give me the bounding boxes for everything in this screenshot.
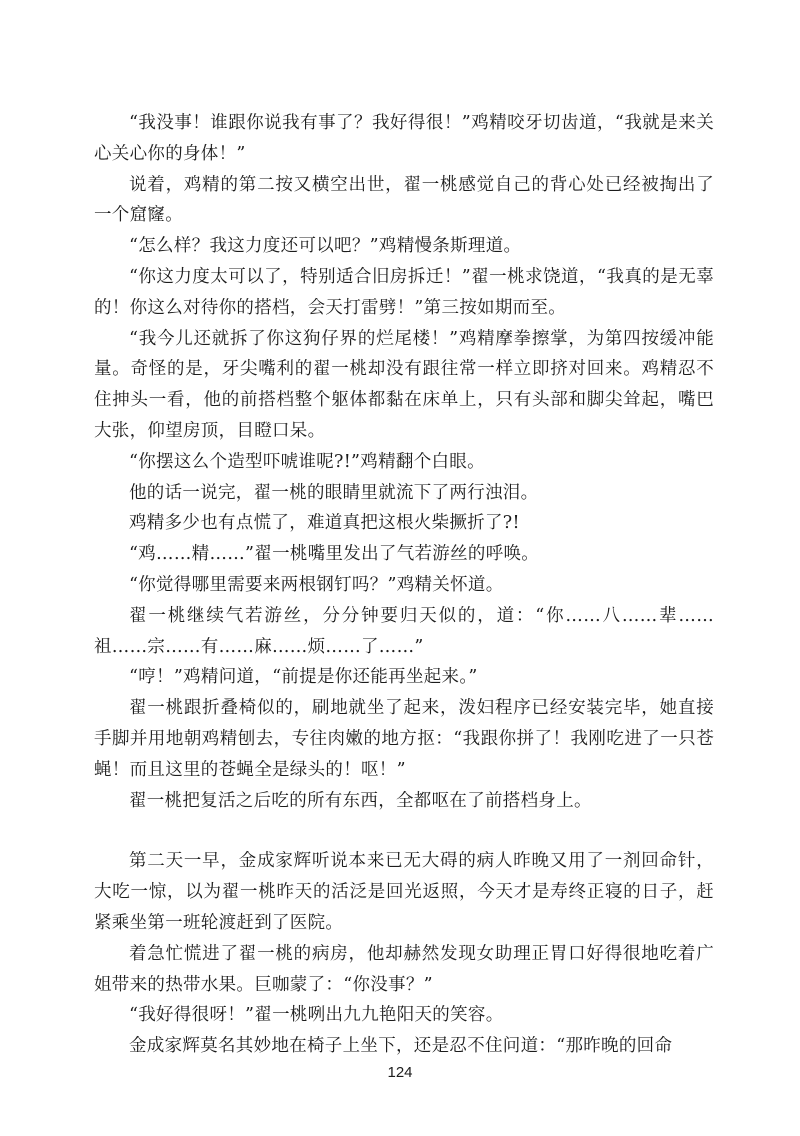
paragraph: 他的话一说完，翟一桃的眼睛里就流下了两行浊泪。 bbox=[129, 482, 539, 503]
paragraph: “鸡……精……”翟一桃嘴里发出了气若游丝的呼唤。 bbox=[129, 544, 540, 565]
paragraph: 翟一桃跟折叠椅似的，刷地就坐了起来，泼妇程序已经安装完毕，她直接手脚并用地朝鸡精刨去，专往肉嫩的地方抠：“我跟你拼了！我刚吃进了一只苍蝇！而且这里的苍蝇全是绿头的！呕！” bbox=[94, 698, 714, 780]
paragraph: 着急忙慌进了翟一桃的病房，他却赫然发现女助理正胃口好得很地吃着广姐带来的热带水果。巨咖蒙了：“你没事？” bbox=[94, 943, 714, 995]
paragraph: “我没事！谁跟你说我有事了？我好得很！”鸡精咬牙切齿道，“我就是来关心关心你的身体！” bbox=[94, 113, 714, 164]
paragraph: 翟一桃把复活之后吃的所有东西，全都呕在了前搭档身上。 bbox=[129, 790, 592, 811]
paragraph: “我好得很呀！”翟一桃咧出九九艳阳天的笑容。 bbox=[129, 1005, 504, 1026]
body-text bbox=[94, 108, 714, 1062]
page-number: 124 bbox=[387, 1064, 413, 1081]
paragraph: 第二天一早，金成家辉听说本来已无大碍的病人昨晚又用了一剂回命针，大吃一惊，以为翟一桃昨天的活泛是回光返照，今天才是寿终正寝的日子，赶紧乘坐第一班轮渡赶到了医院。 bbox=[94, 851, 714, 933]
paragraph: 鸡精多少也有点慌了，难道真把这根火柴撅折了?! bbox=[129, 513, 520, 534]
paragraph: “怎么样？我这力度还可以吧？”鸡精慢条斯理道。 bbox=[129, 236, 522, 257]
paragraph: “你觉得哪里需要来两根钢钉吗？”鸡精关怀道。 bbox=[129, 574, 504, 595]
paragraph: 翟一桃继续气若游丝，分分钟要归天似的，道：“你……八……辈……祖……宗……有……麻……烦……了……” bbox=[94, 605, 714, 657]
paragraph: 金成家辉莫名其妙地在椅子上坐下，还是忍不住问道：“那昨晚的回命 bbox=[129, 1036, 673, 1057]
paragraph: “我今儿还就拆了你这狗仔界的烂尾楼！”鸡精摩拳擦掌，为第四按缓冲能量。奇怪的是，牙尖嘴利的翟一桃却没有跟往常一样立即挤对回来。鸡精忍不住抻头一看，他的前搭档整个躯体都黏在床单上，只有头部和脚尖耸起，嘴巴大张，仰望房顶，目瞪口呆。 bbox=[94, 328, 714, 441]
paragraph: “哼！”鸡精问道，“前提是你还能再坐起来。” bbox=[129, 667, 478, 688]
paragraph: “你这力度太可以了，特别适合旧房拆迁！”翟一桃求饶道，“我真的是无辜的！你这么对待你的搭档，会天打雷劈！”第三按如期而至。 bbox=[94, 266, 714, 318]
paragraph: 说着，鸡精的第二按又横空出世，翟一桃感觉自己的背心处已经被掏出了一个窟窿。 bbox=[94, 174, 714, 226]
paragraph: “你摆这么个造型吓唬谁呢?!”鸡精翻个白眼。 bbox=[129, 451, 485, 472]
